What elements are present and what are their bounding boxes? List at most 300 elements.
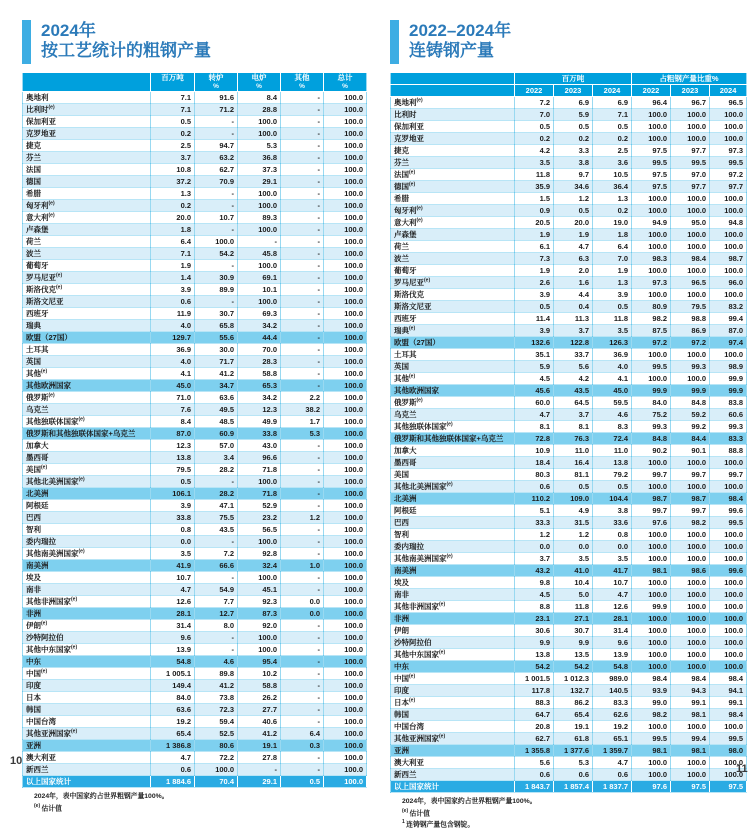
value-cell: 99.9 bbox=[710, 385, 747, 397]
value-cell: 65.4 bbox=[554, 709, 593, 721]
subtotal-row bbox=[23, 560, 367, 572]
estimate-marker: (e) bbox=[48, 104, 55, 110]
table-row bbox=[391, 769, 747, 781]
table-row bbox=[391, 625, 747, 637]
right-title-block bbox=[390, 20, 746, 64]
value-cell: 65.3 bbox=[238, 380, 281, 392]
table-row bbox=[23, 452, 367, 464]
country-name-cell: 法国 bbox=[23, 164, 151, 176]
table-row bbox=[391, 109, 747, 121]
value-cell: 23.1 bbox=[515, 613, 554, 625]
value-cell: - bbox=[195, 128, 238, 140]
value-cell: 98.1 bbox=[671, 709, 710, 721]
value-cell: 0.2 bbox=[151, 128, 195, 140]
estimate-marker: (e) bbox=[439, 601, 446, 607]
country-name-cell: 克罗地亚 bbox=[23, 128, 151, 140]
left-column bbox=[22, 20, 366, 814]
value-cell: 0.4 bbox=[554, 301, 593, 313]
value-cell: 97.3 bbox=[632, 277, 671, 289]
value-cell: 3.7 bbox=[515, 553, 554, 565]
value-cell: 100.0 bbox=[632, 109, 671, 121]
table-row bbox=[391, 397, 747, 409]
value-cell: 72.8 bbox=[515, 433, 554, 445]
country-name-cell: 南非 bbox=[391, 589, 515, 601]
value-cell: 30.7 bbox=[554, 625, 593, 637]
value-cell: 4.6 bbox=[593, 409, 632, 421]
value-cell: 66.6 bbox=[195, 560, 238, 572]
value-cell: 99.3 bbox=[710, 421, 747, 433]
value-cell: 71.0 bbox=[151, 392, 195, 404]
value-cell: 30.9 bbox=[195, 272, 238, 284]
value-cell: 58.8 bbox=[238, 368, 281, 380]
country-name-cell: 其他中东国家$^{(e)}$ bbox=[391, 649, 515, 661]
value-cell: 65.1 bbox=[593, 733, 632, 745]
estimate-marker: (e) bbox=[409, 325, 416, 331]
country-name-cell: 委内瑞拉 bbox=[391, 541, 515, 553]
value-cell: 54.2 bbox=[515, 661, 554, 673]
left-title-line2: 按工艺统计的粗钢产量 bbox=[41, 41, 211, 61]
estimate-marker: (e) bbox=[56, 272, 63, 278]
value-cell: 1.9 bbox=[554, 229, 593, 241]
country-name-cell: 希腊 bbox=[391, 193, 515, 205]
value-cell: 0.2 bbox=[151, 200, 195, 212]
value-cell: 0.5 bbox=[515, 301, 554, 313]
value-cell: - bbox=[195, 296, 238, 308]
table-row bbox=[23, 224, 367, 236]
value-cell: 0.2 bbox=[593, 205, 632, 217]
value-cell: 99.6 bbox=[710, 565, 747, 577]
value-cell: 30.7 bbox=[195, 308, 238, 320]
estimate-marker: (e) bbox=[424, 277, 431, 283]
value-cell: 0.2 bbox=[593, 133, 632, 145]
value-cell: 100.0 bbox=[324, 92, 367, 104]
value-cell: 0.8 bbox=[151, 524, 195, 536]
value-cell: 100.0 bbox=[324, 608, 367, 620]
value-cell: 100.0 bbox=[238, 644, 281, 656]
country-name-cell: 捷克 bbox=[23, 140, 151, 152]
value-cell: 100.0 bbox=[238, 476, 281, 488]
value-cell: 45.0 bbox=[151, 380, 195, 392]
value-cell: 100.0 bbox=[632, 205, 671, 217]
group-header: 百万吨 bbox=[515, 73, 632, 85]
footnote: 2024年，表中国家约占世界粗钢产量100%。 bbox=[34, 793, 169, 800]
country-name-cell: 欧盟（27国） bbox=[391, 337, 515, 349]
value-cell: 49.5 bbox=[195, 404, 238, 416]
value-cell: - bbox=[195, 224, 238, 236]
value-cell: 3.9 bbox=[515, 325, 554, 337]
table-row bbox=[23, 764, 367, 776]
value-cell: - bbox=[281, 584, 324, 596]
value-cell: 52.9 bbox=[238, 500, 281, 512]
country-name-cell: 印度 bbox=[23, 680, 151, 692]
value-cell: 0.0 bbox=[151, 536, 195, 548]
value-cell: 100.0 bbox=[324, 248, 367, 260]
value-cell: 100.0 bbox=[671, 373, 710, 385]
value-cell: 100.0 bbox=[671, 637, 710, 649]
value-cell: 100.0 bbox=[238, 200, 281, 212]
country-name-cell: 伊朗$^{(e)}$ bbox=[23, 620, 151, 632]
country-name-cell: 以上国家统计 bbox=[391, 781, 515, 793]
value-cell: 97.0 bbox=[671, 169, 710, 181]
value-cell: - bbox=[281, 176, 324, 188]
value-cell: 100.0 bbox=[324, 332, 367, 344]
country-name-cell: 希腊 bbox=[23, 188, 151, 200]
country-name-cell: 芬兰 bbox=[391, 157, 515, 169]
subtotal-row bbox=[23, 380, 367, 392]
table-row bbox=[391, 121, 747, 133]
value-cell: 100.0 bbox=[632, 757, 671, 769]
estimate-marker: (e) bbox=[446, 481, 453, 487]
table-row bbox=[23, 584, 367, 596]
table-row bbox=[23, 164, 367, 176]
value-cell: 3.4 bbox=[195, 452, 238, 464]
value-cell: 72.3 bbox=[195, 704, 238, 716]
value-cell: 2.0 bbox=[554, 265, 593, 277]
value-cell: 100.0 bbox=[671, 757, 710, 769]
value-cell: 100.0 bbox=[324, 284, 367, 296]
country-name-cell: 埃及 bbox=[391, 577, 515, 589]
value-cell: 100.0 bbox=[324, 692, 367, 704]
subtotal-row bbox=[23, 608, 367, 620]
value-cell: 100.0 bbox=[710, 577, 747, 589]
value-cell: 3.7 bbox=[151, 152, 195, 164]
country-name-cell: 亚洲 bbox=[23, 740, 151, 752]
value-cell: 79.5 bbox=[671, 301, 710, 313]
value-cell: 100.0 bbox=[710, 481, 747, 493]
year-header: 2022 bbox=[515, 85, 554, 97]
value-cell: 98.2 bbox=[671, 517, 710, 529]
value-cell: - bbox=[281, 284, 324, 296]
value-cell: 9.7 bbox=[554, 169, 593, 181]
value-cell: 92.0 bbox=[238, 620, 281, 632]
value-cell: 71.8 bbox=[238, 464, 281, 476]
value-cell: 100.0 bbox=[671, 661, 710, 673]
value-cell: 100.0 bbox=[710, 601, 747, 613]
value-cell: 2.2 bbox=[281, 392, 324, 404]
value-cell: 99.9 bbox=[710, 373, 747, 385]
value-cell: 7.1 bbox=[151, 104, 195, 116]
country-name-cell: 埃及 bbox=[23, 572, 151, 584]
table-row bbox=[391, 133, 747, 145]
value-cell: 100.0 bbox=[238, 116, 281, 128]
value-cell: 100.0 bbox=[632, 649, 671, 661]
value-cell: 71.2 bbox=[195, 104, 238, 116]
value-cell: 8.4 bbox=[151, 416, 195, 428]
value-cell: 100.0 bbox=[324, 644, 367, 656]
country-name-cell: 其他北美洲国家$^{(e)}$ bbox=[23, 476, 151, 488]
total-row bbox=[391, 781, 747, 793]
table-row bbox=[391, 289, 747, 301]
value-cell: 5.6 bbox=[554, 361, 593, 373]
value-cell: 126.3 bbox=[593, 337, 632, 349]
table-row bbox=[23, 404, 367, 416]
value-cell: - bbox=[281, 344, 324, 356]
subtotal-row bbox=[23, 656, 367, 668]
value-cell: 0.0 bbox=[281, 596, 324, 608]
country-name-cell: 其他欧洲国家 bbox=[391, 385, 515, 397]
value-cell: - bbox=[281, 644, 324, 656]
table-row bbox=[23, 212, 367, 224]
value-cell: 10.7 bbox=[195, 212, 238, 224]
value-cell: - bbox=[281, 716, 324, 728]
country-name-cell: 奥地利 bbox=[23, 92, 151, 104]
value-cell: 100.0 bbox=[671, 613, 710, 625]
value-cell: 5.3 bbox=[281, 428, 324, 440]
value-cell: 4.7 bbox=[554, 241, 593, 253]
value-cell: 100.0 bbox=[324, 464, 367, 476]
table-row bbox=[391, 169, 747, 181]
value-cell: 100.0 bbox=[671, 205, 710, 217]
value-cell: 1.0 bbox=[281, 560, 324, 572]
value-cell: 100.0 bbox=[324, 236, 367, 248]
value-cell: 28.8 bbox=[238, 104, 281, 116]
value-cell: 99.4 bbox=[671, 733, 710, 745]
estimate-marker: (e) bbox=[409, 181, 416, 187]
country-name-cell: 其他南美洲国家$^{(e)}$ bbox=[23, 548, 151, 560]
value-cell: 87.3 bbox=[238, 608, 281, 620]
value-cell: 99.4 bbox=[710, 313, 747, 325]
value-cell: 1.9 bbox=[515, 265, 554, 277]
value-cell: 34.6 bbox=[554, 181, 593, 193]
value-cell: 12.3 bbox=[238, 404, 281, 416]
value-cell: 100.0 bbox=[632, 661, 671, 673]
value-cell: - bbox=[281, 308, 324, 320]
value-cell: - bbox=[195, 116, 238, 128]
value-cell: 100.0 bbox=[710, 229, 747, 241]
country-name-cell: 芬兰 bbox=[23, 152, 151, 164]
table-row bbox=[391, 265, 747, 277]
value-cell: 90.1 bbox=[671, 445, 710, 457]
value-cell: 100.0 bbox=[324, 428, 367, 440]
country-name-cell: 日本 bbox=[23, 692, 151, 704]
value-cell: 80.3 bbox=[515, 469, 554, 481]
value-cell: 4.0 bbox=[151, 356, 195, 368]
value-cell: 100.0 bbox=[632, 265, 671, 277]
estimate-marker: (e) bbox=[71, 728, 78, 734]
value-cell: 0.5 bbox=[593, 121, 632, 133]
value-cell: 7.3 bbox=[515, 253, 554, 265]
value-cell: 4.7 bbox=[151, 752, 195, 764]
value-cell: 97.3 bbox=[710, 145, 747, 157]
value-cell: 0.0 bbox=[281, 608, 324, 620]
value-cell: 100.0 bbox=[710, 109, 747, 121]
country-name-cell: 墨西哥 bbox=[23, 452, 151, 464]
value-cell: 100.0 bbox=[324, 776, 367, 788]
value-cell: 100.0 bbox=[632, 553, 671, 565]
value-cell: 0.5 bbox=[151, 116, 195, 128]
table-row bbox=[391, 541, 747, 553]
table-row bbox=[23, 668, 367, 680]
value-cell: - bbox=[281, 152, 324, 164]
table-row bbox=[23, 464, 367, 476]
value-cell: 99.5 bbox=[710, 157, 747, 169]
value-cell: 11.9 bbox=[151, 308, 195, 320]
value-cell: 11.0 bbox=[554, 445, 593, 457]
value-cell: 99.9 bbox=[632, 601, 671, 613]
country-name-cell: 德国$^{(e)}$ bbox=[391, 181, 515, 193]
country-name-cell: 日本$^{(e)}$ bbox=[391, 697, 515, 709]
value-cell: 7.1 bbox=[593, 109, 632, 121]
value-cell: 9.6 bbox=[593, 637, 632, 649]
value-cell: 100.0 bbox=[195, 236, 238, 248]
value-cell: 100.0 bbox=[324, 560, 367, 572]
value-cell: 99.0 bbox=[632, 697, 671, 709]
value-cell: 98.7 bbox=[671, 493, 710, 505]
value-cell: 26.2 bbox=[238, 692, 281, 704]
value-cell: 28.2 bbox=[195, 488, 238, 500]
table-row bbox=[391, 589, 747, 601]
country-name-cell: 卢森堡 bbox=[23, 224, 151, 236]
table-row bbox=[391, 445, 747, 457]
estimate-marker: (e) bbox=[409, 673, 416, 679]
value-cell: 7.2 bbox=[515, 97, 554, 109]
value-cell: 0.5 bbox=[515, 121, 554, 133]
country-name-cell: 葡萄牙 bbox=[23, 260, 151, 272]
value-cell: 11.4 bbox=[515, 313, 554, 325]
value-cell: 10.8 bbox=[151, 164, 195, 176]
value-cell: 94.7 bbox=[195, 140, 238, 152]
table-row bbox=[391, 697, 747, 709]
value-cell: 98.4 bbox=[671, 673, 710, 685]
value-cell: 98.9 bbox=[710, 361, 747, 373]
value-cell: 97.2 bbox=[632, 337, 671, 349]
right-column bbox=[390, 20, 746, 831]
value-cell: 20.0 bbox=[151, 212, 195, 224]
value-cell: 38.2 bbox=[281, 404, 324, 416]
value-cell: 98.2 bbox=[632, 313, 671, 325]
value-cell: 3.9 bbox=[151, 284, 195, 296]
value-cell: - bbox=[281, 572, 324, 584]
country-name-cell: 葡萄牙 bbox=[391, 265, 515, 277]
country-name-cell: 意大利$^{(e)}$ bbox=[391, 217, 515, 229]
value-cell: - bbox=[195, 476, 238, 488]
value-cell: 100.0 bbox=[324, 764, 367, 776]
value-cell: 96.5 bbox=[671, 277, 710, 289]
table-row bbox=[391, 685, 747, 697]
value-cell: 100.0 bbox=[238, 128, 281, 140]
value-cell: 100.0 bbox=[324, 572, 367, 584]
value-cell: - bbox=[195, 536, 238, 548]
value-cell: 99.9 bbox=[671, 385, 710, 397]
value-cell: 132.6 bbox=[515, 337, 554, 349]
value-cell: 98.2 bbox=[632, 709, 671, 721]
value-cell: 96.0 bbox=[710, 277, 747, 289]
footnote: $^{(e)}$ 估计值 bbox=[34, 802, 62, 812]
value-cell: 98.1 bbox=[632, 745, 671, 757]
value-cell: 45.0 bbox=[593, 385, 632, 397]
value-cell: 149.4 bbox=[151, 680, 195, 692]
value-cell: 4.9 bbox=[554, 505, 593, 517]
value-cell: 11.0 bbox=[593, 445, 632, 457]
value-cell: 65.8 bbox=[195, 320, 238, 332]
value-cell: 99.7 bbox=[632, 469, 671, 481]
value-cell: 6.4 bbox=[593, 241, 632, 253]
value-cell: 100.0 bbox=[632, 577, 671, 589]
table-row bbox=[23, 368, 367, 380]
value-cell: 1.9 bbox=[593, 265, 632, 277]
value-cell: 100.0 bbox=[671, 589, 710, 601]
value-cell: 100.0 bbox=[710, 589, 747, 601]
value-cell: 41.2 bbox=[195, 368, 238, 380]
estimate-marker: (e) bbox=[78, 548, 85, 554]
table-row bbox=[23, 536, 367, 548]
value-cell: 4.4 bbox=[554, 289, 593, 301]
value-cell: 4.1 bbox=[151, 368, 195, 380]
value-cell: 87.5 bbox=[632, 325, 671, 337]
estimate-marker: (e) bbox=[48, 212, 55, 218]
value-cell: 98.4 bbox=[710, 673, 747, 685]
country-name-cell: 其他北美洲国家$^{(e)}$ bbox=[391, 481, 515, 493]
value-cell: 100.0 bbox=[671, 349, 710, 361]
value-cell: - bbox=[195, 260, 238, 272]
value-cell: 97.5 bbox=[632, 169, 671, 181]
left-table-title bbox=[41, 20, 211, 64]
value-cell: 20.5 bbox=[515, 217, 554, 229]
table-row bbox=[391, 181, 747, 193]
value-cell: 100.0 bbox=[632, 481, 671, 493]
value-cell: 99.7 bbox=[671, 469, 710, 481]
left-title-block bbox=[22, 20, 366, 64]
value-cell: 96.4 bbox=[632, 97, 671, 109]
value-cell: - bbox=[195, 644, 238, 656]
table-row bbox=[391, 253, 747, 265]
country-name-cell: 其他欧洲国家 bbox=[23, 380, 151, 392]
value-cell: 100.0 bbox=[238, 536, 281, 548]
value-cell: 62.7 bbox=[515, 733, 554, 745]
value-cell: 97.2 bbox=[710, 169, 747, 181]
value-cell: - bbox=[281, 524, 324, 536]
value-cell: 12.6 bbox=[593, 601, 632, 613]
value-cell: 69.1 bbox=[238, 272, 281, 284]
country-name-cell: 韩国 bbox=[391, 709, 515, 721]
value-cell: 100.0 bbox=[324, 524, 367, 536]
value-cell: 59.2 bbox=[671, 409, 710, 421]
estimate-marker: (e) bbox=[416, 397, 423, 403]
value-cell: 13.8 bbox=[515, 649, 554, 661]
value-cell: 5.3 bbox=[554, 757, 593, 769]
value-cell: 7.2 bbox=[195, 548, 238, 560]
table-row bbox=[391, 601, 747, 613]
value-cell: 100.0 bbox=[671, 133, 710, 145]
value-cell: 100.0 bbox=[671, 541, 710, 553]
table-row bbox=[23, 416, 367, 428]
value-cell: 100.0 bbox=[324, 296, 367, 308]
value-cell: 27.8 bbox=[238, 752, 281, 764]
country-name-cell: 加拿大 bbox=[391, 445, 515, 457]
value-cell: 33.8 bbox=[151, 512, 195, 524]
country-name-cell: 伊朗 bbox=[391, 625, 515, 637]
value-cell: 76.3 bbox=[554, 433, 593, 445]
value-cell: 18.4 bbox=[515, 457, 554, 469]
value-cell: 7.0 bbox=[593, 253, 632, 265]
value-cell: 20.0 bbox=[554, 217, 593, 229]
country-name-cell: 英国 bbox=[391, 361, 515, 373]
country-name-cell: 瑞典$^{(e)}$ bbox=[391, 325, 515, 337]
value-cell: 79.2 bbox=[593, 469, 632, 481]
country-name-cell: 斯洛伐克$^{(e)}$ bbox=[23, 284, 151, 296]
value-cell: - bbox=[195, 188, 238, 200]
value-cell: 10.4 bbox=[554, 577, 593, 589]
value-cell: 28.1 bbox=[151, 608, 195, 620]
value-cell: 97.5 bbox=[632, 145, 671, 157]
value-cell: 1 012.3 bbox=[554, 673, 593, 685]
country-name-cell: 欧盟（27国） bbox=[23, 332, 151, 344]
country-name-cell: 南非 bbox=[23, 584, 151, 596]
value-cell: 31.4 bbox=[593, 625, 632, 637]
value-cell: 100.0 bbox=[671, 109, 710, 121]
value-cell: 9.8 bbox=[515, 577, 554, 589]
value-cell: 3.5 bbox=[593, 553, 632, 565]
